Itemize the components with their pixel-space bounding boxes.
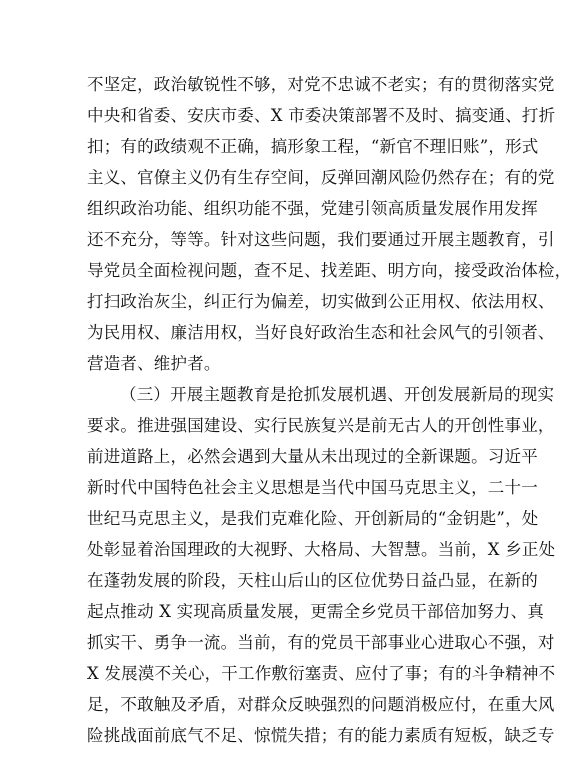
paragraph-line: X 发展漠不关心，干工作敷衍塞责、应付了事；有的斗争精神不	[87, 664, 556, 683]
paragraph-line: 险挑战面前底气不足、惊慌失措；有的能力素质有短板，缺乏专	[87, 726, 555, 745]
paragraph-line: 新时代中国特色社会主义思想是当代中国马克思主义，二十一	[87, 478, 538, 497]
paragraph-line: 还不充分，等等。针对这些问题，我们要通过开展主题教育，引	[87, 230, 555, 249]
paragraph-line: 扣；有的政绩观不正确，搞形象工程，“新官不理旧账”，形式	[87, 137, 539, 156]
paragraph-first-line: （三）开展主题教育是抢抓发展机遇、开创发展新局的现实	[120, 385, 555, 404]
paragraph-line: 抓实干、勇争一流。当前，有的党员干部事业心进取心不强，对	[87, 633, 555, 652]
paragraph-line: 世纪马克思主义，是我们克难化险、开创新局的“金钥匙”，处	[87, 509, 539, 528]
paragraph-line: 为民用权、廉洁用权，当好良好政治生态和社会风气的引领者、	[87, 323, 555, 342]
paragraph-line: 导党员全面检视问题，查不足、找差距、明方向，接受政治体检，	[87, 261, 572, 280]
paragraph-line: 起点推动 X 实现高质量发展，更需全乡党员干部倍加努力、真	[87, 602, 545, 621]
paragraph-line: 主义、官僚主义仍有生存空间，反弹回潮风险仍然存在；有的党	[87, 168, 555, 187]
paragraph-line: 在蓬勃发展的阶段，天柱山后山的区位优势日益凸显，在新的	[87, 571, 538, 590]
paragraph-line: 要求。推进强国建设、实行民族复兴是前无古人的开创性事业，	[87, 416, 555, 435]
paragraph-line: 足，不敢触及矛盾，对群众反映强烈的问题消极应付，在重大风	[87, 695, 555, 714]
paragraph-line: 不坚定，政治敏锐性不够，对党不忠诚不老实；有的贯彻落实党	[87, 75, 555, 94]
paragraph-line: 营造者、维护者。	[87, 354, 221, 373]
paragraph-line: 打扫政治灰尘，纠正行为偏差，切实做到公正用权、依法用权、	[87, 292, 555, 311]
paragraph-line: 前进道路上，必然会遇到大量从未出现过的全新课题。习近平	[87, 447, 538, 466]
paragraph-line: 组织政治功能、组织功能不强，党建引领高质量发展作用发挥	[87, 199, 538, 218]
paragraph-line: 中央和省委、安庆市委、X 市委决策部署不及时、搞变通、打折	[87, 106, 556, 125]
paragraph-line: 处彰显着治国理政的大视野、大格局、大智慧。当前，X 乡正处	[87, 540, 556, 559]
